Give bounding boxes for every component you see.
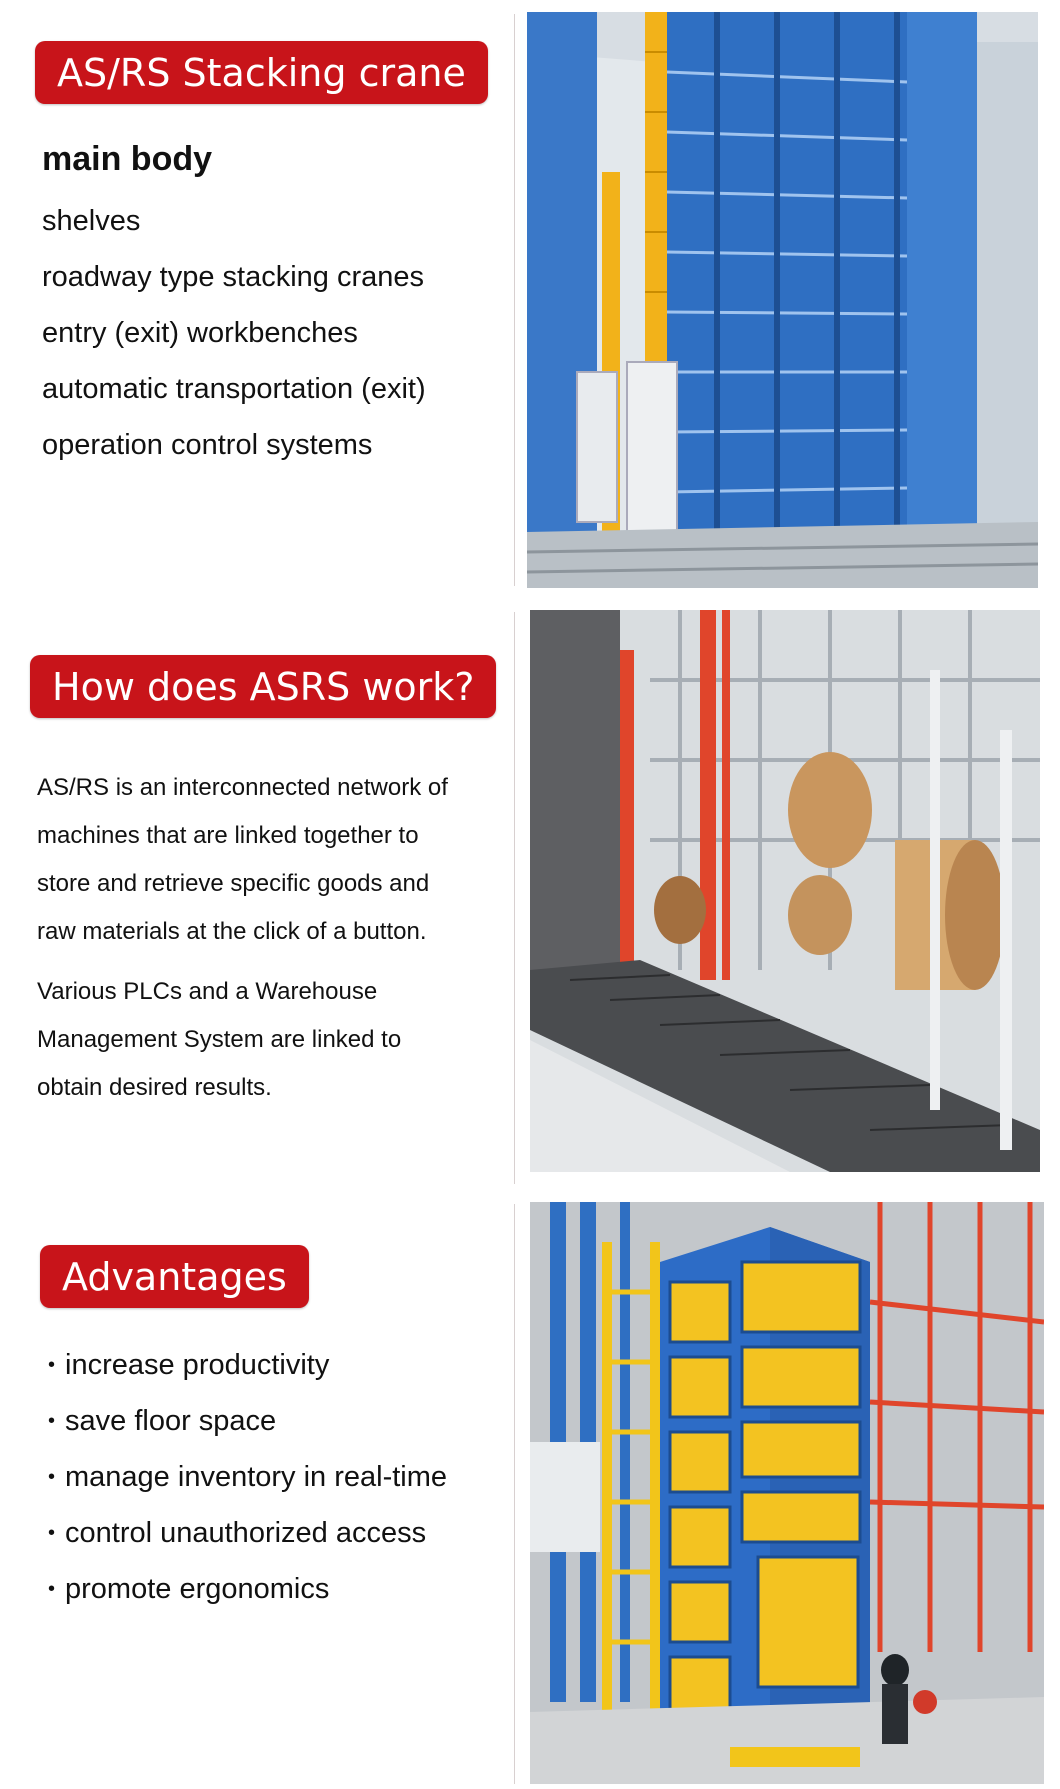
paragraph-2 — [37, 968, 507, 1112]
list-item-label: save floor space — [65, 1405, 277, 1437]
list-item-label: promote ergonomics — [65, 1573, 330, 1605]
paragraph-line: Management System are linked to — [37, 1026, 402, 1053]
paragraph-1 — [37, 764, 507, 956]
list-item — [48, 1457, 447, 1513]
paragraph-line: obtain desired results. — [37, 1074, 272, 1101]
paragraph-line: store and retrieve specific goods and — [37, 870, 430, 897]
paragraph-line: AS/RS is an interconnected network of — [37, 774, 448, 801]
main-body-heading: main body — [42, 140, 213, 178]
list-item: entry (exit) workbenches — [42, 317, 358, 349]
paragraph-line: Various PLCs and a Warehouse — [37, 978, 378, 1005]
bullet: • — [48, 1410, 56, 1432]
bullet: • — [48, 1522, 56, 1544]
cable-reel-warehouse-photo — [530, 610, 1040, 1172]
bullet: • — [48, 1354, 56, 1376]
section-title-badge: AS/RS Stacking crane — [35, 41, 488, 104]
cable-reel-warehouse-image — [530, 610, 1040, 1172]
advantages-list — [48, 1345, 447, 1625]
bullet: • — [48, 1466, 56, 1488]
divider — [514, 14, 515, 586]
section-title-badge: How does ASRS work? — [30, 655, 496, 718]
component-list — [42, 201, 426, 481]
list-item: operation control systems — [42, 429, 373, 461]
list-item — [48, 1569, 447, 1625]
list-item-label: manage inventory in real-time — [65, 1461, 448, 1493]
section-title-badge: Advantages — [40, 1245, 309, 1308]
list-item: roadway type stacking cranes — [42, 261, 425, 293]
paragraph-line: machines that are linked together to — [37, 822, 419, 849]
vertical-lift-image — [530, 1202, 1044, 1784]
list-item — [48, 1513, 447, 1569]
list-item — [48, 1401, 447, 1457]
paragraph-line: raw materials at the click of a button. — [37, 918, 427, 945]
list-item — [48, 1345, 447, 1401]
bullet: • — [48, 1578, 56, 1600]
stacking-crane-photo — [527, 12, 1038, 588]
stacking-crane-image — [527, 12, 1038, 588]
divider — [514, 612, 515, 1184]
list-item-label: control unauthorized access — [65, 1517, 427, 1549]
list-item-label: increase productivity — [65, 1349, 330, 1381]
list-item: automatic transportation (exit) — [42, 373, 426, 405]
vertical-lift-photo — [530, 1202, 1044, 1784]
divider — [514, 1204, 515, 1784]
list-item: shelves — [42, 205, 141, 237]
